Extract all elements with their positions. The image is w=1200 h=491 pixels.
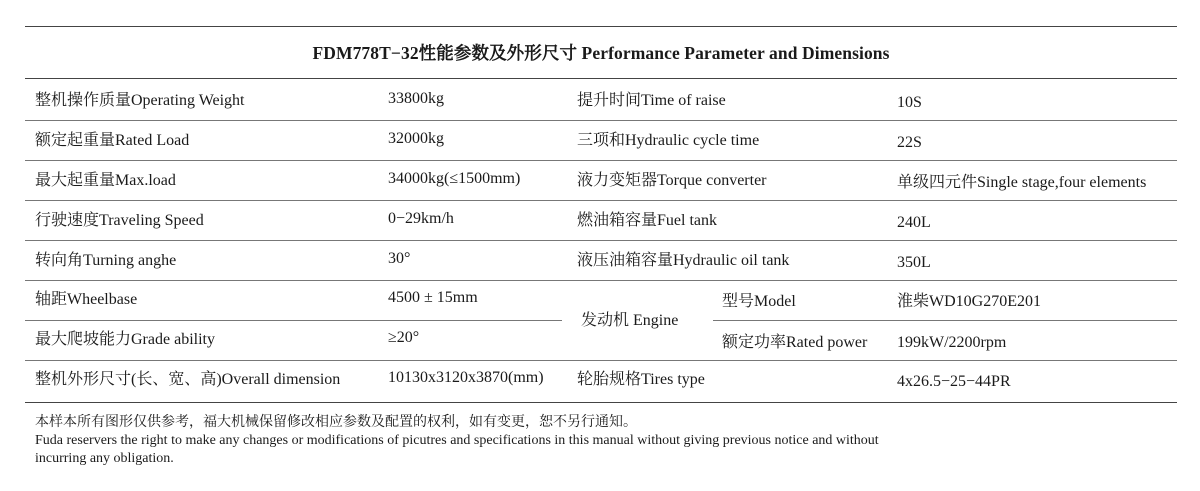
- right-label: 液压油箱容量Hydraulic oil tank: [577, 252, 790, 269]
- row-separator: [25, 200, 1177, 201]
- left-value: 34000kg(≤1500mm): [388, 170, 521, 187]
- right-value: 22S: [897, 134, 922, 151]
- right-label: 燃油箱容量Fuel tank: [577, 212, 717, 229]
- row-separator: [25, 360, 1177, 361]
- left-label: 最大爬坡能力Grade ability: [35, 331, 215, 348]
- row-separator: [25, 120, 1177, 121]
- left-label: 转向角Turning anghe: [35, 252, 177, 269]
- engine-power-value: 199kW/2200rpm: [897, 334, 1007, 351]
- engine-model-value: 淮柴WD10G270E201: [897, 293, 1041, 310]
- left-value: 33800kg: [388, 90, 444, 107]
- right-label: 提升时间Time of raise: [577, 92, 726, 109]
- tires-label: 轮胎规格Tires type: [577, 371, 705, 388]
- left-label: 轴距Wheelbase: [35, 291, 138, 308]
- engine-model-label: 型号Model: [722, 293, 796, 310]
- row-separator: [25, 240, 1177, 241]
- disclaimer-zh: 本样本所有图形仅供参考，福大机械保留修改相应参数及配置的权利，如有变更，恕不另行通知。: [35, 415, 637, 430]
- right-value: 240L: [897, 214, 931, 231]
- title-rule: [25, 78, 1177, 79]
- engine-power-label: 额定功率Rated power: [722, 334, 868, 351]
- engine-label: 发动机 Engine: [581, 312, 679, 329]
- left-label: 行驶速度Traveling Speed: [35, 212, 204, 229]
- left-value: 4500 ± 15mm: [388, 289, 478, 306]
- spec-title: FDM778T−32性能参数及外形尺寸 Performance Parameter and Dimensions: [312, 43, 890, 63]
- right-label: 三项和Hydraulic cycle time: [577, 132, 760, 149]
- left-label: 额定起重量Rated Load: [35, 132, 190, 149]
- top-rule: [25, 26, 1177, 27]
- right-value: 350L: [897, 254, 931, 271]
- left-label: 整机操作质量Operating Weight: [35, 92, 245, 109]
- disclaimer-en-line2: incurring any obligation.: [35, 451, 174, 466]
- row-separator: [25, 280, 1177, 281]
- left-value: 0−29km/h: [388, 210, 454, 227]
- right-value: 单级四元件Single stage,four elements: [897, 174, 1147, 191]
- row-separator: [25, 320, 562, 321]
- left-value: 10130x3120x3870(mm): [388, 369, 544, 386]
- disclaimer-en-line1: Fuda reservers the right to make any changes or modifications of picutres and specifications in this manual without giving previous notice and without: [35, 433, 879, 448]
- right-label: 液力变矩器Torque converter: [577, 172, 767, 189]
- row-separator: [25, 160, 1177, 161]
- left-label: 最大起重量Max.load: [35, 172, 176, 189]
- tires-value: 4x26.5−25−44PR: [897, 373, 1011, 390]
- left-value: 32000kg: [388, 130, 444, 147]
- right-value: 10S: [897, 94, 922, 111]
- row-separator: [713, 320, 1177, 321]
- table-bottom-rule: [25, 402, 1177, 403]
- left-label: 整机外形尺寸(长、宽、高)Overall dimension: [35, 371, 341, 388]
- left-value: 30°: [388, 250, 411, 267]
- left-value: ≥20°: [388, 329, 420, 346]
